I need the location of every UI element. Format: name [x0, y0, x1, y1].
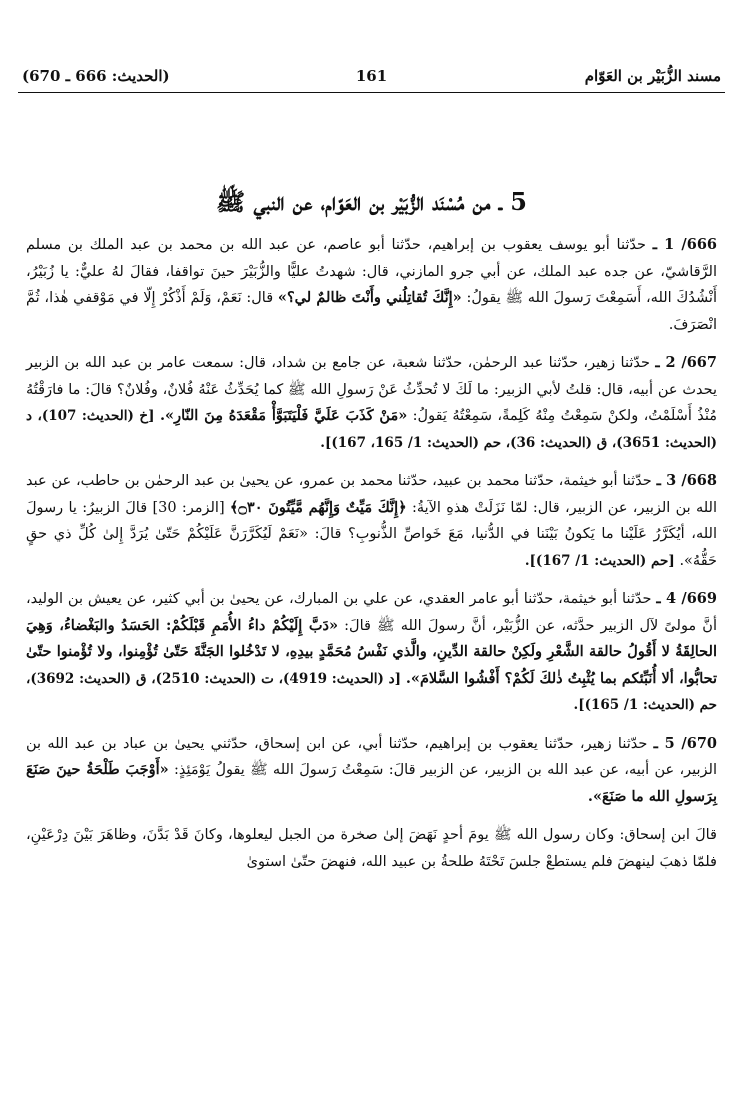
hadith-paragraph: [26, 350, 717, 456]
prophetic-quote: «دَبَّ إِلَيْكُمْ داءُ الأُمَمِ قَبْلَكُمْ: الحَسَدُ والبَغْضاءُ، وَهِيَ الحالِقَةُ لا أَقُولُ حالقة الشَّعْرِ ولَكِنْ حالقة الدِّينِ، والَّذي نَفْسُ مُحَمَّدٍ بيدِهِ، لا تَدْخُلوا الجَنَّةَ حَتّىٰ تُؤْمِنوا، ولا تُؤْمنوا حتّىٰ تحابُّوا، ألا أُنَبِّئكم بما يُثْبِتُ ذٰلكَ لَكُمْ؟ أَفْشُوا السَّلامَ».: [26, 616, 718, 687]
closing-paragraph: قالَ ابن إسحاق: وكان رسول الله ﷺ يومَ أحدٍ نَهَضَ إلىٰ صخرة من الجبل ليعلوها، وكانَ قَدْ بَدَّنَ، وظاهَرَ بَيْنَ دِرْعَيْنِ، فلمّا ذهبَ لينهضَ فلم يستطعْ جلسَ تَحْتَهُ طلحةُ بن عبيد الله، فنهضَ حتّىٰ استوىٰ: [26, 827, 717, 870]
hadith-text: حدّثنا أبو يوسف يعقوب بن إبراهيم، حدّثنا أبو عاصم، عن عبد الله بن محمد بن عبد الملك بن مسلم الرَّقاشيّ، عن جده عبد الملك، عن أبي جرو المازني، قال: شهدتُ عليًّا والزُّبَيْرَ حينَ تواقفا، فقالَ لهُ عليٌّ: يا زُبَيْرُ، أَنْشُدُكَ الله، أَسَمِعْتَ رَسولَ الله ﷺ يقولُ:: [26, 237, 717, 306]
source-citation: [حم (الحديث: 1/ 167)].: [524, 552, 680, 569]
hadith-number: 668/ 3 ـ: [656, 472, 717, 489]
source-citation: [د (الحديث: 4919)، ت (الحديث: 2510)، ق (الحديث: 3692)، حم (الحديث: 1/ 165)].: [26, 670, 717, 713]
hadith-number: 669/ 4 ـ: [656, 590, 717, 607]
quran-quote: ﴿إِنَّكَ مَيِّتٌ وَإِنَّهُم مَّيِّتُونَ ۝٣٠﴾: [229, 498, 407, 516]
hadith-text: حدّثنا زهير، حدّثنا يعقوب بن إبراهيم، حدّثنا أبي، عن ابن إسحاق، حدّثني يحيىٰ بن عباد بن عبد الله بن الزبير، عن أبيه، عن عبد الله بن الزبير، عن الزبير قالَ: سَمِعْتُ رَسولَ الله ﷺ يقولُ يَوْمَئِذٍ:: [26, 735, 717, 778]
header-divider: [18, 92, 725, 93]
hadith-text: حدّثنا أبو خيثمة، حدّثنا أبو عامر العقدي، عن علي بن المبارك، عن يحيىٰ بن أبي كثير، عن يعيش بن الوليد، أنَّ مولىً لآل الزبير حدَّثه، عن الزُّبَيْر، أنَّ رسولَ الله ﷺ قالَ:: [26, 591, 717, 634]
hadith-range-label: (الحديث: 666 ـ 670): [22, 67, 170, 85]
hadith-text-continued: قال: نَعَمْ، وَلَمْ أَذْكُرْ إِلّا في مَوْقفي هٰذا، ثُمَّ انْصَرَفَ.: [26, 290, 717, 333]
hadith-text: حدّثنا أبو خيثمة، حدّثنا محمد بن عبيد، حدّثنا محمد بن عمرو، عن يحيىٰ بن عبد الرحمٰن بن حاطب، عن عبد الله بن الزبير، عن الزبير، قال: لمّا نَزَلَتْ هذهِ الآيةُ:: [26, 473, 717, 516]
hadith-paragraph: [26, 731, 717, 811]
hadith-paragraph: [26, 232, 717, 338]
hadith-paragraph: [26, 468, 717, 574]
prophetic-quote: «أَوْجَبَ طَلْحَةُ حينَ صَنَعَ بِرَسولِ الله ما صَنَعَ».: [26, 761, 717, 805]
hadith-text: حدّثنا زهير، حدّثنا عبد الرحمٰن، حدّثنا شعبة، عن جامع بن شداد، قال: سمعت عامر بن عبد الله بن الزبير يحدث عن أبيه، قال: قلتُ لأبي الزبير: ما لَكَ لا تُحدِّثُ عَنْ رَسولِ الله ﷺ كما يُحَدِّثُ عَنْهُ فُلانٌ، وفُلانٌ؟ قالَ: ما فارَقْتُهُ مُنْذُ أَسْلَمْتُ، ولكنْ سَمِعْتُ مِنْهُ كَلِمةً، سَمِعْتُهُ يَقولُ:: [26, 355, 717, 424]
running-title: مسند الزُّبَيْر بن العَوّام: [584, 67, 721, 85]
prophetic-quote: «إِنَّكَ تُقاتِلُني وأَنْتَ ظالمٌ لي؟»: [277, 289, 462, 306]
source-citation: [خ (الحديث: 107)، د (الحديث: 3651)، ق (الحديث: 36)، حم (الحديث: 1/ 165، 167)].: [26, 408, 717, 451]
hadith-text-continued: [الزمر: 30] قالَ الزبيرُ: يا رسولَ الله، أيُكَرَّرُ عَلَيْنا ما يَكونُ بَيْنَنا في الدُّنيا، مَعَ خَواصِّ الذُّنوبِ؟ قالَ: «نَعَمْ لَيُكَرَّرَنَّ عَلَيْكُمْ حَتّىٰ يُرَدَّ إِلىٰ كُلِّ ذي حقٍ حَقُّهُ».: [26, 499, 717, 569]
chapter-title: 5 ـ من مُسْنَد الزُّبَيْر بن العَوّام، عن النبي ﷺ: [216, 187, 527, 216]
hadith-number: 667/ 2 ـ: [655, 354, 717, 371]
prophetic-quote: «مَنْ كَذَبَ عَلَيَّ فَلْيَتَبَوَّأْ مَقْعَدَهُ مِنَ النّارِ».: [159, 407, 408, 424]
running-header: [22, 62, 721, 90]
page-body: [26, 232, 717, 887]
hadith-number: 670/ 5 ـ: [653, 734, 718, 752]
hadith-number: 666/ 1 ـ: [652, 236, 718, 253]
hadith-paragraph: [26, 586, 717, 719]
page-number: 161: [355, 67, 388, 85]
